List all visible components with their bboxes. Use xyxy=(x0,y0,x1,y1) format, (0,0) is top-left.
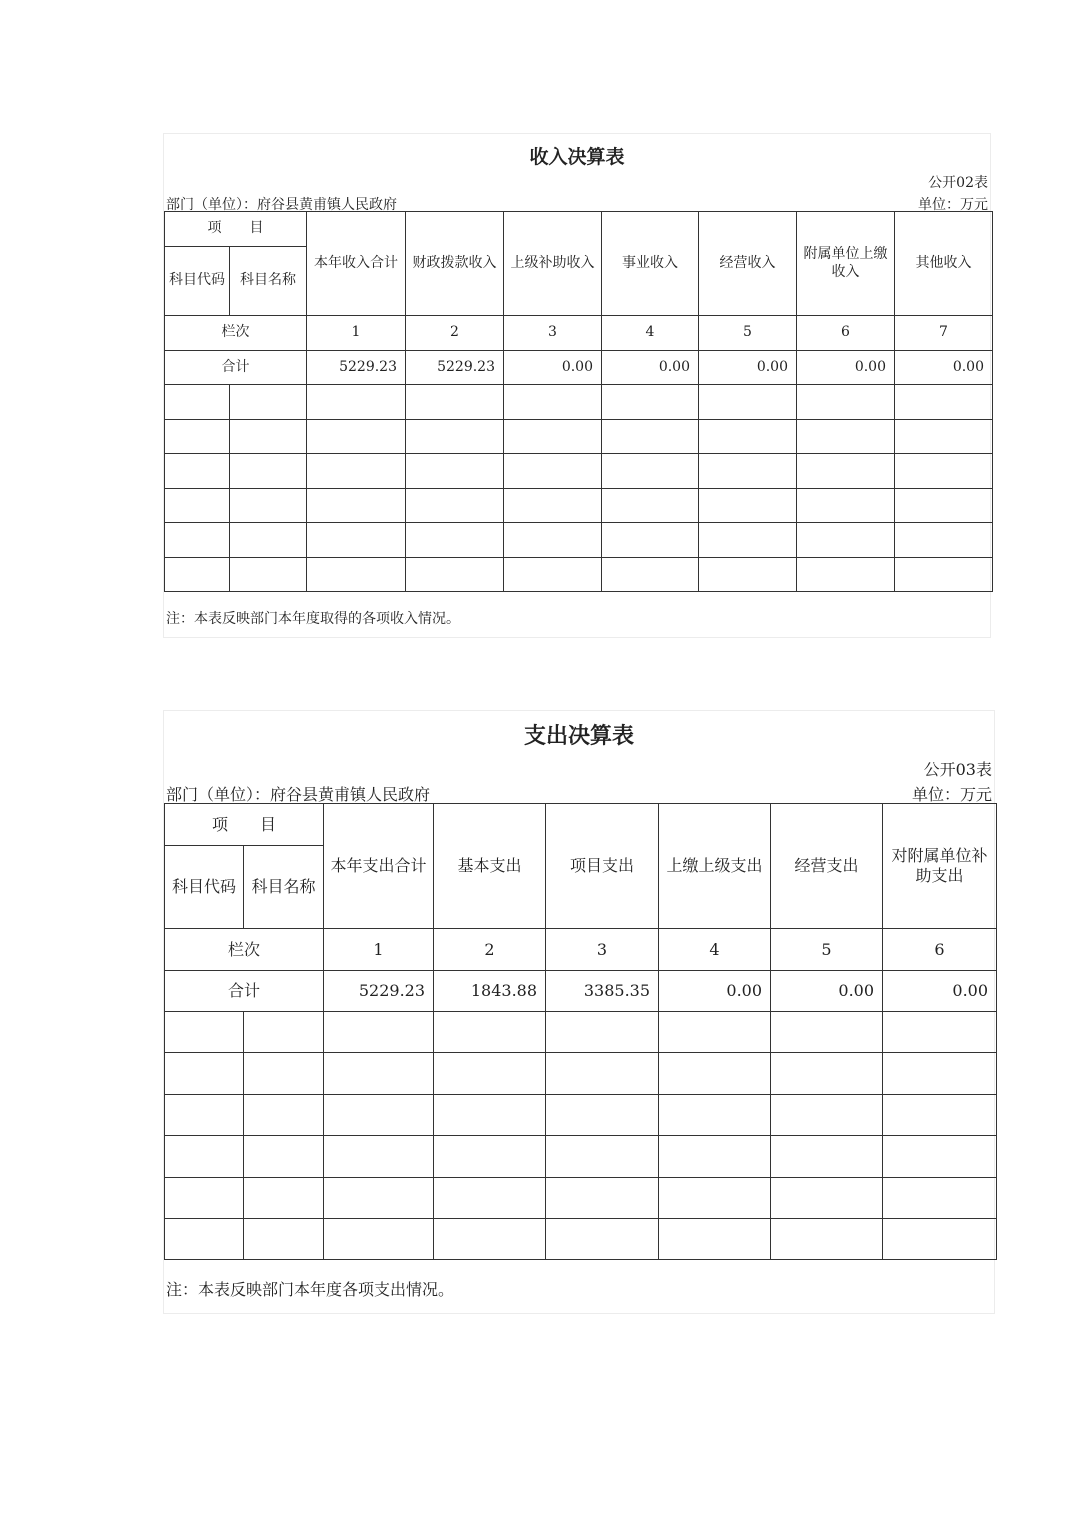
total-value: 0.00 xyxy=(699,351,797,385)
table-row xyxy=(165,489,993,523)
subject-name-header: 科目名称 xyxy=(244,846,324,929)
column-number: 5 xyxy=(771,929,883,971)
income-table xyxy=(164,211,993,592)
expense-column-number-row xyxy=(165,929,997,971)
table-row xyxy=(165,1219,997,1260)
item-header: 项 目 xyxy=(165,804,324,846)
income-table-code: 公开02表 xyxy=(928,175,988,191)
expense-table-title: 支出决算表 xyxy=(523,723,634,749)
table-row xyxy=(165,1012,997,1053)
total-value: 5229.23 xyxy=(307,351,406,385)
subject-name-header: 科目名称 xyxy=(230,247,307,316)
table-row xyxy=(165,420,993,454)
table-row xyxy=(165,1178,997,1219)
col-header-total-expense: 本年支出合计 xyxy=(324,804,434,929)
column-number: 1 xyxy=(307,316,406,351)
column-number: 7 xyxy=(895,316,993,351)
column-number: 6 xyxy=(883,929,997,971)
income-column-number-row xyxy=(165,316,993,351)
expense-table-code: 公开03表 xyxy=(923,760,992,779)
total-value: 0.00 xyxy=(771,971,883,1012)
table-row xyxy=(165,454,993,489)
col-header-remit-superior: 上缴上级支出 xyxy=(659,804,771,929)
col-header-operating-expense: 经营支出 xyxy=(771,804,883,929)
total-value: 0.00 xyxy=(895,351,993,385)
income-statement-sheet xyxy=(163,133,991,638)
column-number: 1 xyxy=(324,929,434,971)
expense-table xyxy=(164,803,997,1260)
subject-code-header: 科目代码 xyxy=(165,247,230,316)
col-header-superior-subsidy: 上级补助收入 xyxy=(504,212,602,316)
table-row xyxy=(165,1053,997,1095)
column-number-label: 栏次 xyxy=(165,316,307,351)
expense-header-row xyxy=(165,804,997,846)
income-table-note: 注：本表反映部门本年度取得的各项收入情况。 xyxy=(166,611,460,627)
table-row xyxy=(165,385,993,420)
column-number: 2 xyxy=(434,929,546,971)
column-number: 3 xyxy=(546,929,659,971)
total-label: 合计 xyxy=(165,351,307,385)
total-value: 0.00 xyxy=(602,351,699,385)
income-table-title: 收入决算表 xyxy=(529,146,625,168)
expense-table-note: 注：本表反映部门本年度各项支出情况。 xyxy=(166,1280,455,1299)
expense-table-department: 部门（单位）：府谷县黄甫镇人民政府 xyxy=(166,785,431,804)
col-header-affiliated-remittance: 附属单位上缴收入 xyxy=(797,212,895,316)
item-header: 项 目 xyxy=(165,212,307,247)
col-header-fiscal-appropriation: 财政拨款收入 xyxy=(406,212,504,316)
table-row xyxy=(165,1095,997,1136)
subject-code-header: 科目代码 xyxy=(165,846,244,929)
total-value: 1843.88 xyxy=(434,971,546,1012)
total-value: 0.00 xyxy=(797,351,895,385)
total-value: 0.00 xyxy=(659,971,771,1012)
col-header-business-income: 事业收入 xyxy=(602,212,699,316)
column-number: 6 xyxy=(797,316,895,351)
expense-table-unit: 单位：万元 xyxy=(911,785,992,804)
total-value: 0.00 xyxy=(883,971,997,1012)
total-value: 3385.35 xyxy=(546,971,659,1012)
table-row xyxy=(165,523,993,558)
column-number: 5 xyxy=(699,316,797,351)
income-table-unit: 单位：万元 xyxy=(918,197,988,213)
column-number: 3 xyxy=(504,316,602,351)
col-header-other-income: 其他收入 xyxy=(895,212,993,316)
expense-statement-sheet xyxy=(163,710,995,1314)
total-value: 0.00 xyxy=(504,351,602,385)
total-label: 合计 xyxy=(165,971,324,1012)
column-number: 2 xyxy=(406,316,504,351)
col-header-basic-expense: 基本支出 xyxy=(434,804,546,929)
table-row xyxy=(165,558,993,592)
col-header-project-expense: 项目支出 xyxy=(546,804,659,929)
income-header-row xyxy=(165,212,993,247)
expense-total-row xyxy=(165,971,997,1012)
column-number-label: 栏次 xyxy=(165,929,324,971)
total-value: 5229.23 xyxy=(406,351,504,385)
table-row xyxy=(165,1136,997,1178)
income-table-department: 部门（单位）：府谷县黄甫镇人民政府 xyxy=(166,197,397,213)
col-header-total-income: 本年收入合计 xyxy=(307,212,406,316)
col-header-operating-income: 经营收入 xyxy=(699,212,797,316)
column-number: 4 xyxy=(602,316,699,351)
income-total-row xyxy=(165,351,993,385)
column-number: 4 xyxy=(659,929,771,971)
total-value: 5229.23 xyxy=(324,971,434,1012)
col-header-affiliated-subsidy: 对附属单位补助支出 xyxy=(883,804,997,929)
